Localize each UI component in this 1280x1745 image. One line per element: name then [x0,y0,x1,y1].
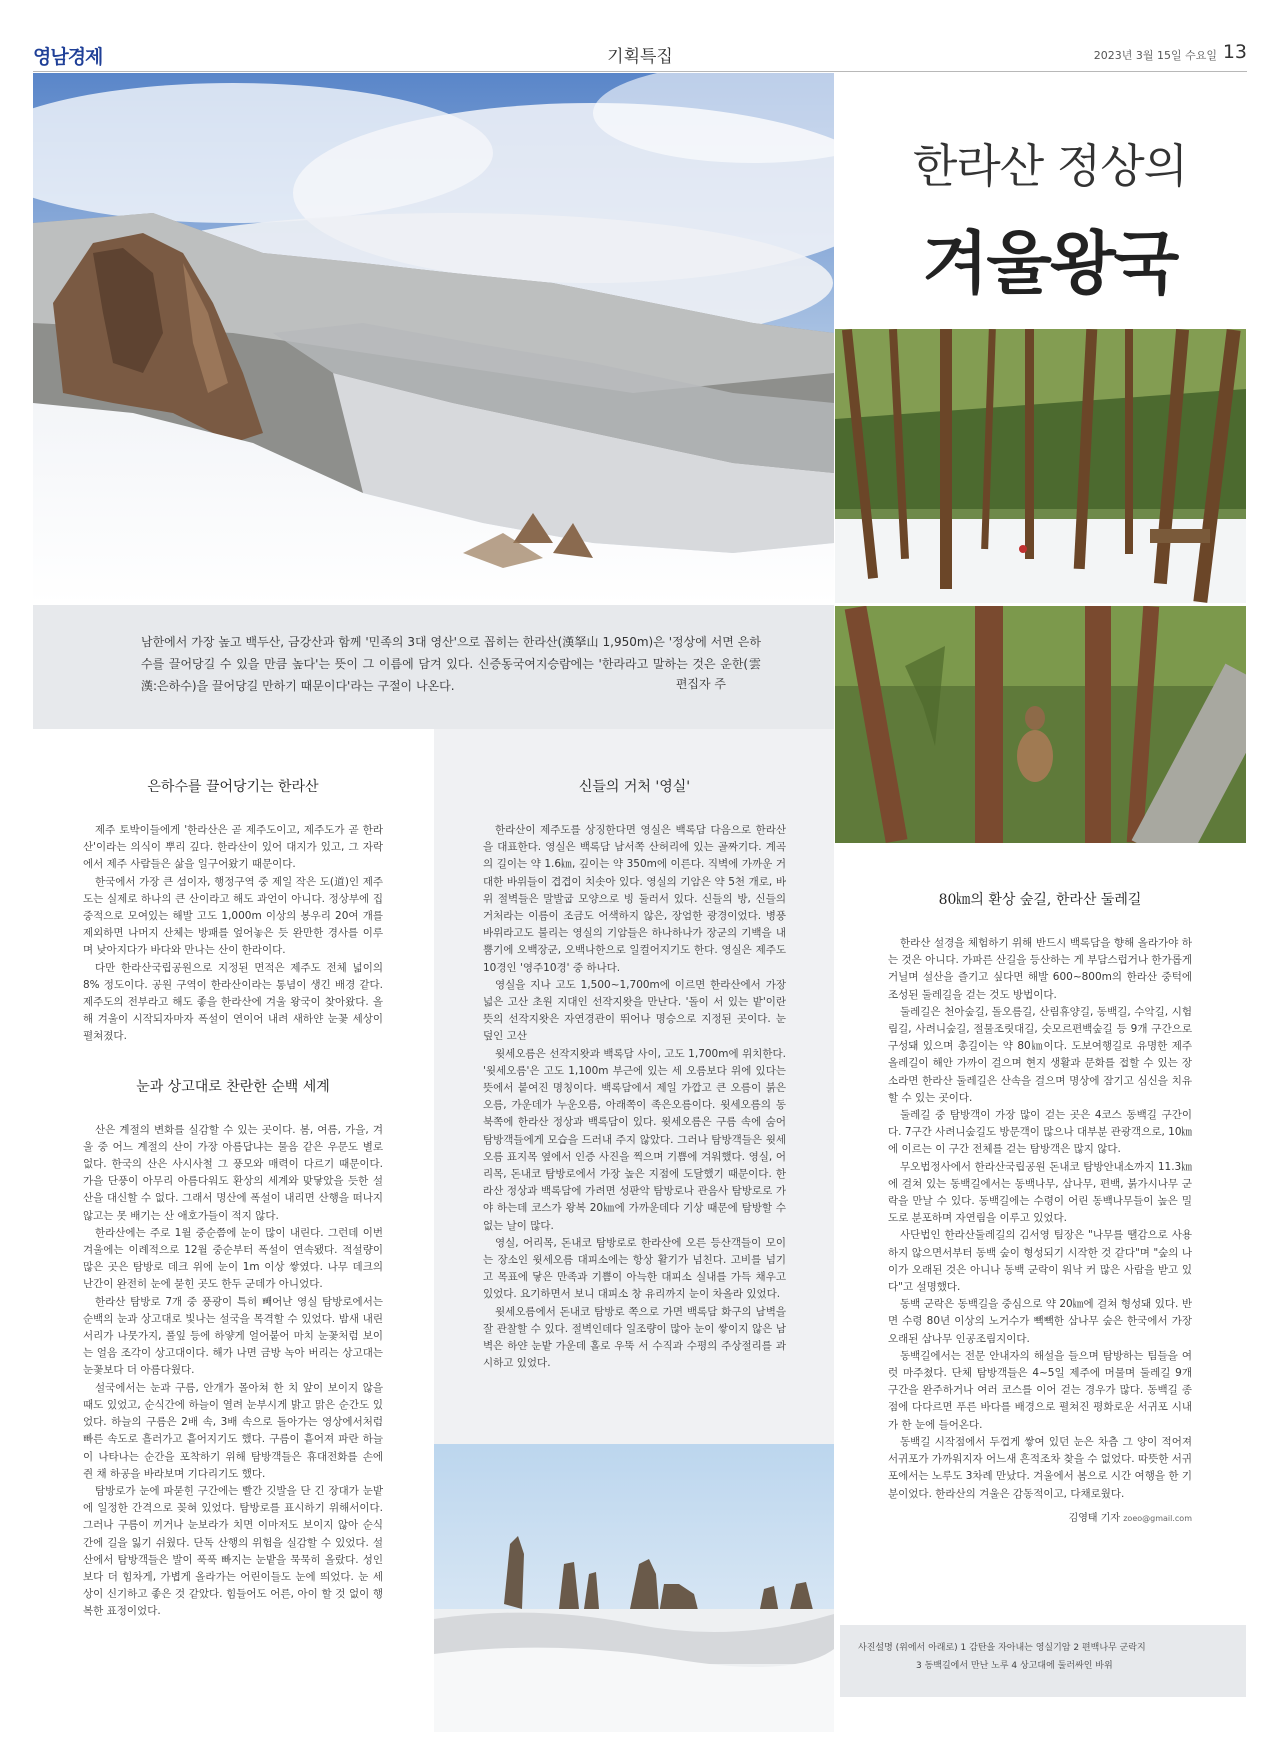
column-1-body-2 [83,1122,383,1621]
column-1-body-1 [83,822,383,1046]
photo-roe-deer [835,606,1246,843]
column-3 [888,889,1192,1524]
byline-email[interactable]: zoeo@gmail.com [1123,1513,1192,1523]
issue-date: 2023년 3월 15일 수요일 [1093,49,1217,62]
paragraph: 둘레길은 천아숲길, 돌오름길, 산림휴양길, 동백길, 수악길, 시험림길, 사려니숲길, 절물조릿대길, 숫모르편백숲길 등 9개 구간으로 구성돼 있으며 총길이는 약 80㎞이다. 도보여행길로 유명한 제주올레길이 해안 가까이 걸으며 현지 생활과 문화를 접할 수 있는 장소라면 한라산 둘레길은 산속을 걸으며 명상에 잠기고 심신을 치유할 수 있는 곳이다. [888,1005,1192,1104]
paragraph: 제주 토박이들에게 '한라산은 곧 제주도이고, 제주도가 곧 한라산'이라는 의식이 뿌리 깊다. 한라산이 있어 대지가 있고, 그 자락에서 제주 사람들은 삶을 일구어왔기 때문이다. [83,824,383,871]
paragraph: 둘레길 중 탐방객이 가장 많이 걷는 곳은 4코스 동백길 구간이다. 7구간 사려니숲길도 방문객이 많으나 대부분 관광객으로, 10㎞에 이르는 이 구간 전체를 걷는 탐방객은 많지 않다. [888,1109,1193,1156]
paragraph: 한라산에는 주로 1월 중순쯤에 눈이 많이 내린다. 그런데 이번 겨울에는 이례적으로 12월 중순부터 폭설이 연속됐다. 적설량이 많은 곳은 탐방로 데크 위에 눈이 1m 이상 쌓였다. 나무 데크의 난간이 완전히 눈에 묻힌 곳도 한두 군데가 아니었다. [83,1226,383,1291]
photo-frost-rocks [434,1444,834,1732]
column-1 [83,776,383,1621]
caption-line-2: 3 동백길에서 만난 노루 4 상고대에 둘러싸인 바위 [916,1661,1113,1671]
byline [888,1509,1192,1524]
paragraph: 한라산이 제주도를 상징한다면 영실은 백록담 다음으로 한라산을 대표한다. 영실은 백록담 남서쪽 산허리에 있는 골짜기다. 계곡의 길이는 약 1.6㎞, 깊이는 약 350m에 이른다. 직벽에 가까운 거대한 바위들이 겹겹이 치솟아 있다. 영실의 기암은 약 5천 개로, 바위 절벽들은 말발굽 모양으로 빙 둘러서 있다. 신들의 방, 신들의 거처라는 이름이 조금도 어색하지 않은, 장엄한 광경이었다. 병풍바위라고도 불리는 영실의 기암들은 하나하나가 장군의 기백을 내뿜기에 오백장군, 오백나한으로 일컬어지기도 한다. 영실은 제주도 10경인 '영주10경' 중 하나다. [483,824,786,974]
paragraph: 윗세오름에서 돈내코 탐방로 쪽으로 가면 백록담 화구의 남벽을 잘 관찰할 수 있다. 절벽인데다 일조량이 많아 눈이 쌓이지 않은 남벽은 하얀 눈밭 가운데 홀로 우뚝 서 수직과 수평의 주상절리를 과시하고 있었다. [483,1305,786,1370]
paragraph: 한라산 설경을 체험하기 위해 반드시 백록담을 향해 올라가야 하는 것은 아니다. 가파른 산길을 등산하는 게 부담스럽거나 한가롭게 거닐며 설산을 즐기고 싶다면 해발 600~800m의 한라산 중턱에 조성된 둘레길을 걷는 것도 방법이다. [888,937,1192,1001]
column-1-heading-2: 눈과 상고대로 찬란한 순백 세계 [136,1078,330,1095]
page-number: 13 [1222,41,1247,63]
paragraph: 윗세오름은 선작지왓과 백록담 사이, 고도 1,700m에 위치한다. '윗세오름'은 고도 1,100m 부근에 있는 세 오름보다 위에 있다는 뜻에서 붙여진 명칭이다. 백록담에서 제일 가깝고 큰 오름이 붉은오름, 가운데가 누운오름, 아래쪽이 족은오름이다. 윗세오름의 동북쪽에 한라산 정상과 백록담이 있다. 윗세오름은 구름 속에 숨어 탐방객들에게 모습을 드러내 주지 않았다. 그러나 탐방객들은 윗세오름 표지목 옆에서 인증 사진을 찍으며 기쁨에 겨워했다. 영실, 어리목, 돈내코 탐방로에서 가장 높은 지점에 도달했기 때문이다. 한라산 정상과 백록담에 가려면 성판악 탐방로나 관음사 탐방로로 가야 하는데 코스가 왕복 20㎞에 가까운데다 기상 때문에 탐방할 수 없는 날이 많다. [483,1047,786,1232]
paragraph: 동백길 시작점에서 두껍게 쌓여 있던 눈은 차츰 그 양이 적어져 서귀포가 가까워지자 어느새 흔적조차 찾을 수 없었다. 따뜻한 서귀포에서는 노루도 3차례 만났다. 겨울에서 봄으로 시간 여행을 한 기분이었다. 한라산의 겨울은 감동적이고, 다채로웠다. [888,1435,1192,1500]
masthead [33,38,1247,72]
paragraph: 영실, 어리목, 돈내코 탐방로로 한라산에 오른 등산객들이 모이는 장소인 윗세오름 대피소에는 항상 활기가 넘친다. 고비를 넘기고 목표에 닿은 만족과 기쁨이 아늑한 대피소 실내를 가득 채우고 있었다. 요기하면서 보니 대피소 창 유리까지 눈이 차올라 있었다. [483,1236,786,1301]
photo-caption-box [840,1625,1246,1697]
paragraph: 설국에서는 눈과 구름, 안개가 몰아쳐 한 치 앞이 보이지 않을 때도 있었고, 순식간에 하늘이 열려 눈부시게 밝고 맑은 순간도 있었다. 하늘의 구름은 2배 속, 3배 속으로 돌아가는 영상에서처럼 빠른 속도로 흘러가고 흩어지기도 했다. 구름이 흩어져 파란 하늘이 나타나는 순간을 포착하기 위해 탐방객들은 휴대전화를 손에 쥔 채 하공을 바라보며 기다리기도 했다. [83,1381,383,1480]
lead-text: 남한에서 가장 높고 백두산, 금강산과 함께 '민족의 3대 영산'으로 꼽히는 한라산(漢拏山 1,950m)은 '정상에 서면 은하수를 끌어당길 수 있을 만큼 높다'는 뜻이 그 이름에 담겨 있다. 신증동국여지승람에는 '한라라고 말하는 것은 운한(雲漢:은하수)을 끌어당길 만하기 때문이다'라는 구절이 나온다. [141,635,761,693]
column-1-heading-1: 은하수를 끌어당기는 한라산 [147,779,319,795]
paragraph: 동백 군락은 동백길을 중심으로 약 20㎞에 걸쳐 형성돼 있다. 반면 수령 80년 이상의 노거수가 빽빽한 삼나무 숲은 한국에서 가장 오래된 삼나무 인공조림지이다. [888,1298,1192,1345]
column-2-heading: 신들의 거처 '영실' [578,779,691,795]
article-title [850,130,1250,307]
hero-photo-yeongsil-rocks [33,73,834,605]
column-2-body [483,822,786,1373]
section-name: 기획특집 [607,47,673,67]
paragraph: 한라산 탐방로 7개 중 풍광이 특히 빼어난 영실 탐방로에서는 순백의 눈과 상고대로 빛나는 설국을 목격할 수 있었다. 밤새 내린 서리가 나뭇가지, 풀잎 등에 하얗게 얼어붙어 마치 눈꽃처럼 보이는 얼음 조각이 상고대이다. 해가 나면 금방 녹아 버리는 상고대는 눈꽃보다 더 아름다웠다. [83,1295,383,1377]
title-line-1: 한라산 정상의 [912,139,1188,193]
column-2 [483,776,786,1373]
paragraph: 한국에서 가장 큰 섬이자, 행정구역 중 제일 작은 도(道)인 제주도는 실제로 하나의 큰 산이라고 해도 과언이 아니다. 정상부에 집중적으로 모여있는 해발 고도 1,000m 이상의 봉우리 20여 개를 제외하면 나머지 산체는 방패를 엎어놓은 듯 완만한 경사를 이루며 낮아지다가 바다와 만나는 산이 한라이다. [83,875,383,957]
paragraph: 동백길에서는 전문 안내자의 해설을 들으며 탐방하는 팀들을 여럿 마주쳤다. 단체 탐방객들은 4~5일 제주에 머물며 둘레길 9개 구간을 완주하거나 여러 코스를 이어 걷는 경우가 많다. 동백길 종점에 다다르면 푸른 바다를 배경으로 펼쳐진 평화로운 서귀포 시내가 한 눈에 들어온다. [888,1349,1192,1431]
lead-box [33,605,834,729]
paragraph: 산은 계절의 변화를 실감할 수 있는 곳이다. 봄, 여름, 가을, 겨울 중 어느 계절의 산이 가장 아름답냐는 물음 같은 우문도 별로 없다. 한국의 산은 사시사철 그 풍모와 매력이 다르기 때문이다. 가을 단풍이 아무리 아름다워도 환상의 세계와 맞닿았을 듯한 설산을 대신할 수 없다. 그래서 명산에 폭설이 내리면 산행을 떠나지 않고는 못 배기는 산 애호가들이 적지 않다. [83,1123,383,1222]
editor-note: 편집자 주 [675,677,726,691]
byline-name: 김영태 기자 [1068,1512,1121,1524]
photo-cypress-forest [835,329,1246,603]
caption-line-1: 사진설명 (위에서 아래로) 1 감탄을 자아내는 영실기암 2 편백나무 군락지 [858,1643,1146,1653]
paragraph: 다만 한라산국립공원으로 지정된 면적은 제주도 전체 넓이의 8% 정도이다. 공원 구역이 한라산이라는 통념이 생긴 배경 같다. 제주도의 전부라고 해도 좋을 한라산에 겨울 왕국이 찾아왔다. 올해 겨울이 시작되자마자 폭설이 연이어 내려 새하얀 눈꽃 세상이 펼쳐졌다. [83,961,383,1043]
paragraph: 영실을 지나 고도 1,500~1,700m에 이르면 한라산에서 가장 넓은 고산 초원 지대인 선작지왓을 만난다. '돌이 서 있는 밭'이란 뜻의 선작지왓은 자연경관이 뛰어나 명승으로 지정된 곳이다. 눈 덮인 고산 [483,978,786,1043]
paragraph: 사단법인 한라산둘레길의 김서영 팀장은 "나무를 땔감으로 사용하지 않으면서부터 동백 숲이 형성되기 시작한 것 같다"며 "숲의 나이가 오래된 것은 아니나 동백 군락이 워낙 커 많은 사람을 받고 있다"고 설명했다. [888,1229,1192,1294]
newspaper-logo[interactable]: 영남경제 [33,46,103,68]
paragraph: 무오법정사에서 한라산국립공원 돈내코 탐방안내소까지 11.3㎞에 걸쳐 있는 동백길에서는 동백나무, 삼나무, 편백, 붉가시나무 군락을 만날 수 있다. 동백길에는 수령이 어린 동백나무들이 높은 밀도로 분포하며 자연림을 이루고 있었다. [888,1160,1192,1225]
title-line-2: 겨울왕국 [922,225,1178,304]
paragraph: 탐방로가 눈에 파묻힌 구간에는 빨간 깃발을 단 긴 장대가 눈밭에 일정한 간격으로 꽂혀 있었다. 탐방로를 표시하기 위해서이다. 그러나 구름이 끼거나 눈보라가 치면 이마저도 보이지 않아 순식간에 길을 잃기 쉬웠다. 단독 산행의 위험을 실감할 수 있었다. 설산에서 탐방객들은 발이 푹푹 빠지는 눈밭을 묵묵히 올랐다. 성인보다 더 힘차게, 가볍게 올라가는 어린이들도 눈에 띄었다. 눈 세상이 신기하고 좋은 것 같았다. 힘들어도 어른, 아이 할 것 없이 행복한 표정이었다. [83,1484,383,1618]
column-3-body [888,935,1192,1503]
column-3-heading: 80㎞의 환상 숲길, 한라산 둘레길 [938,892,1142,908]
